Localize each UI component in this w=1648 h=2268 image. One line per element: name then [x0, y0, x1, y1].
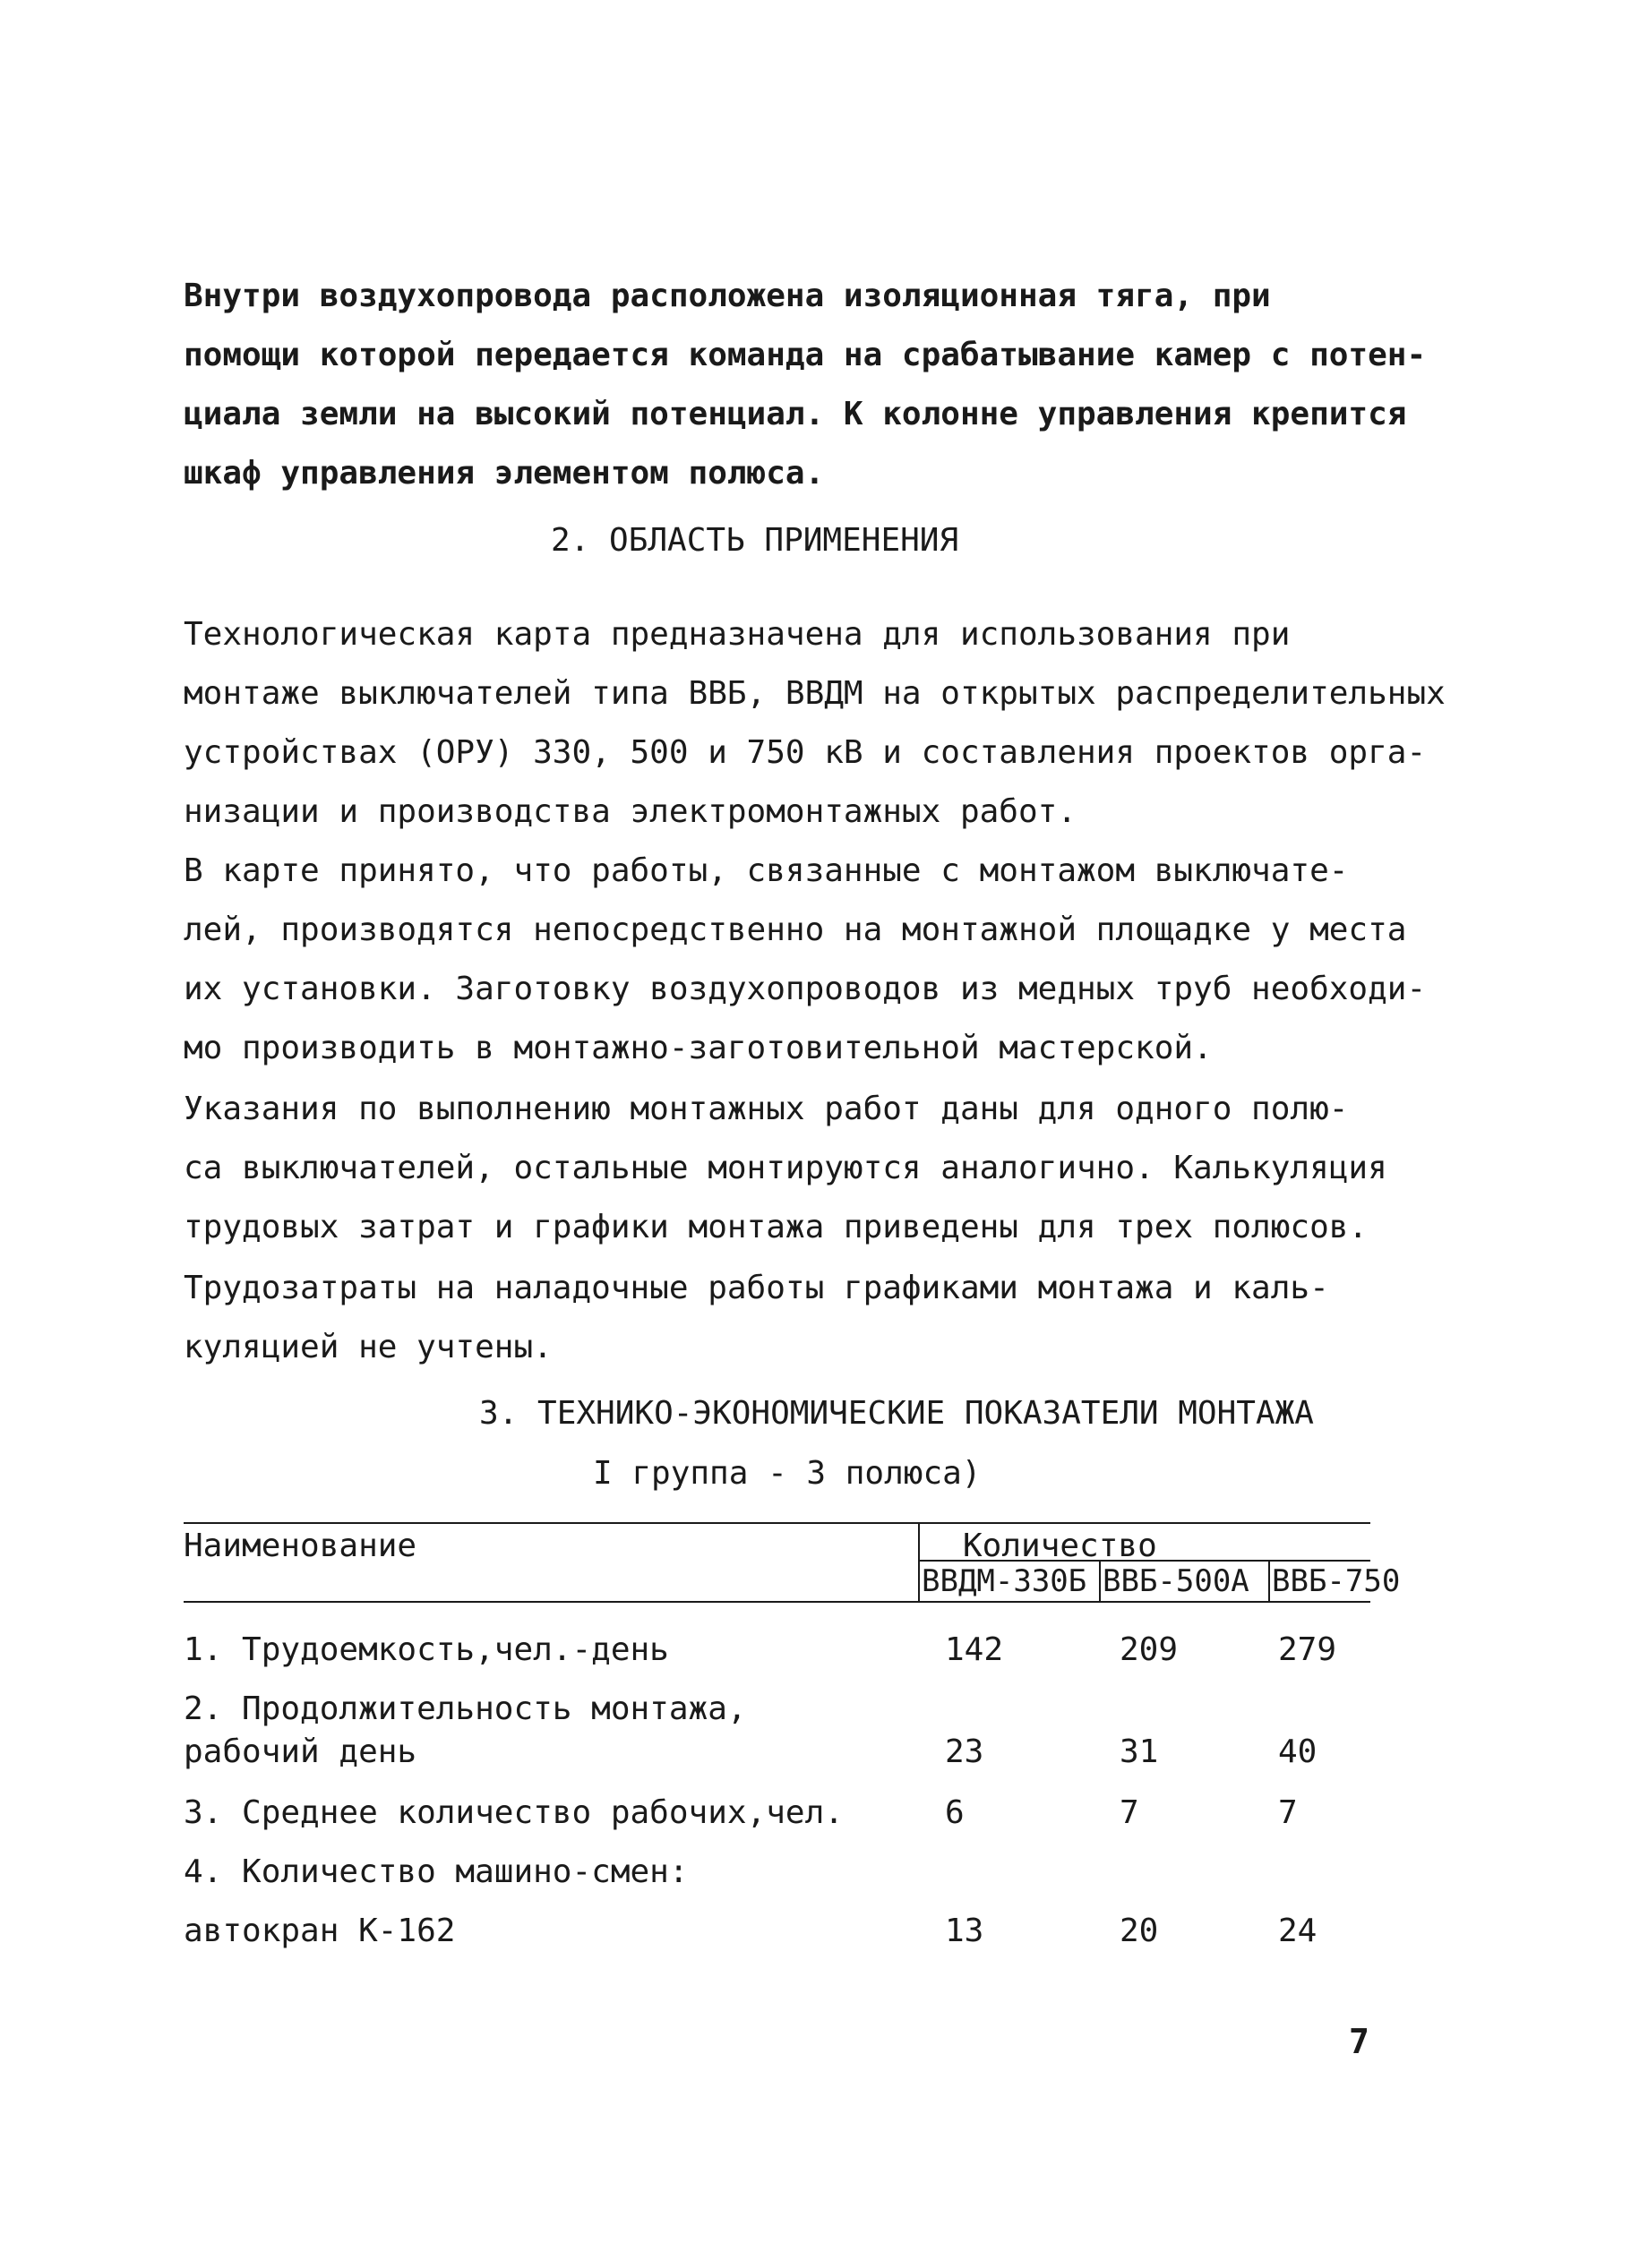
intro-line: циала земли на высокий потенциал. К колонне управления крепится	[184, 396, 1407, 432]
body-line: Технологическая карта предназначена для использования при	[184, 616, 1291, 653]
row-value: 7	[1120, 1794, 1139, 1831]
row-value: 20	[1120, 1913, 1159, 1949]
table-header-rule	[184, 1601, 1370, 1603]
row-label: рабочий день	[184, 1733, 417, 1770]
row-value: 31	[1120, 1733, 1159, 1770]
body-line: трудовых затрат и графики монтажа приведены для трех полюсов.	[184, 1209, 1369, 1245]
row-label: 4. Количество машино-смен:	[184, 1853, 689, 1890]
intro-line: Внутри воздухопровода расположена изоляционная тяга, при	[184, 278, 1271, 314]
table-divider	[1268, 1560, 1270, 1601]
row-value: 23	[945, 1733, 984, 1770]
header-name: Наименование	[184, 1528, 417, 1564]
row-value: 6	[945, 1794, 965, 1831]
section-3-title: 3. ТЕХНИКО-ЭКОНОМИЧЕСКИЕ ПОКАЗАТЕЛИ МОНТАЖА	[479, 1395, 1314, 1432]
row-label: 3. Среднее количество рабочих,чел.	[184, 1794, 844, 1831]
body-line: куляцией не учтены.	[184, 1329, 553, 1365]
row-value: 7	[1278, 1794, 1298, 1831]
column-header: ВВБ-750	[1272, 1563, 1401, 1599]
row-value: 209	[1120, 1631, 1179, 1668]
body-line: В карте принято, что работы, связанные с монтажом выключате-	[184, 852, 1349, 889]
body-line: низации и производства электромонтажных работ.	[184, 793, 1077, 830]
column-header: ВВБ-500А	[1103, 1563, 1249, 1599]
table-top-rule	[184, 1522, 1370, 1524]
intro-line: шкаф управления элементом полюса.	[184, 455, 825, 492]
row-value: 24	[1278, 1913, 1318, 1949]
row-label: автокран К-162	[184, 1913, 456, 1949]
row-value: 13	[945, 1913, 984, 1949]
body-line: са выключателей, остальные монтируются аналогично. Калькуляция	[184, 1150, 1387, 1186]
row-label: 1. Трудоемкость,чел.-день	[184, 1631, 669, 1668]
row-value: 279	[1278, 1631, 1337, 1668]
table-divider	[918, 1522, 920, 1601]
row-value: 40	[1278, 1733, 1318, 1770]
row-value: 142	[945, 1631, 1004, 1668]
body-line: устройствах (ОРУ) 330, 500 и 750 кВ и составления проектов орга-	[184, 734, 1427, 771]
body-line: Трудозатраты на наладочные работы графиками монтажа и каль-	[184, 1270, 1329, 1306]
row-label: 2. Продолжительность монтажа,	[184, 1690, 747, 1727]
intro-line: помощи которой передается команда на срабатывание камер с потен-	[184, 337, 1427, 373]
body-line: их установки. Заготовку воздухопроводов из медных труб необходи-	[184, 971, 1427, 1007]
column-header: ВВДМ-330Б	[922, 1563, 1087, 1599]
page-number: 7	[1349, 2022, 1369, 2061]
body-line: монтаже выключателей типа ВВБ, ВВДМ на открытых распределительных	[184, 675, 1446, 712]
section-3-subtitle: I группа - 3 полюса)	[593, 1455, 982, 1492]
section-2-title: 2. ОБЛАСТЬ ПРИМЕНЕНИЯ	[551, 522, 959, 559]
body-line: лей, производятся непосредственно на монтажной площадке у места	[184, 911, 1407, 948]
table-divider	[1099, 1560, 1101, 1601]
header-quantity: Количество	[963, 1528, 1157, 1564]
body-line: Указания по выполнению монтажных работ даны для одного полю-	[184, 1091, 1349, 1127]
body-line: мо производить в монтажно-заготовительной мастерской.	[184, 1030, 1213, 1066]
